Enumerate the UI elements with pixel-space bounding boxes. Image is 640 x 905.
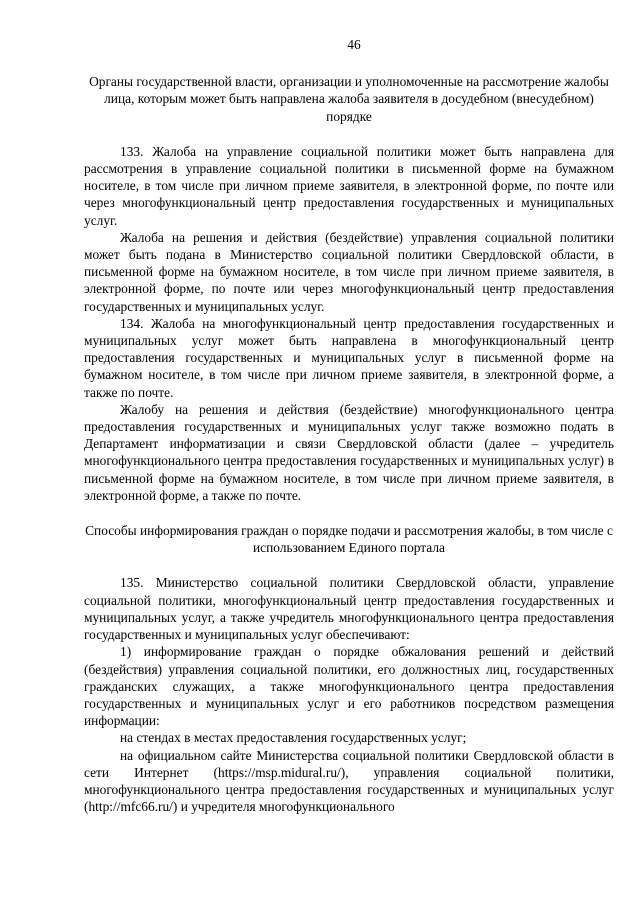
paragraph-135: 135. Министерство социальной политики Свердловской области, управление социальной политики, многофункциональный центр предоставления государственных и муниципальных услуг, а также учредитель многофункционального центра предоставления государственных и муниципальных услуг обеспечивают: xyxy=(84,575,614,643)
paragraph-134: 134. Жалоба на многофункциональный центр предоставления государственных и муниципальных услуг может быть направлена в многофункциональный центр предоставления государственных и муниципальных услуг в письменной форме на бумажном носителе, в том числе при личном приеме заявителя, в электронной форме, а также по почте. xyxy=(84,315,614,400)
section-body-complaint-bodies xyxy=(84,143,614,504)
paragraph-135-websites: на официальном сайте Министерства социальной политики Свердловской области в сети Интернет (https://msp.midural.ru/), управления социальной политики, многофункционального центра предоставления государственных и муниципальных услуг (http://mfc66.ru/) и учредителя многофункционального xyxy=(84,747,614,815)
section-body-informing-methods xyxy=(84,574,614,815)
paragraph-134-cont: Жалобу на решения и действия (бездействие) многофункционального центра предоставления государственных и муниципальных услуг также возможно подать в Департамент информатизации и связи Свердловской области (далее – учредитель многофункционального центра предоставления государственных и муниципальных услуг) в письменной форме на бумажном носителе, в том числе при личном приеме заявителя, в электронной форме, а также по почте. xyxy=(84,401,614,503)
page-number: 46 xyxy=(347,37,361,52)
paragraph-133: 133. Жалоба на управление социальной политики может быть направлена для рассмотрения в управление социальной политики в письменной форме на бумажном носителе, в том числе при личном приеме заявителя, в электронной форме, по почте или через многофункциональный центр предоставления государственных и муниципальных услуг. xyxy=(84,143,614,228)
section-heading-complaint-bodies: Органы государственной власти, организации и уполномоченные на рассмотрение жалобы лица, которым может быть направлена жалоба заявителя в досудебном (внесудебном) порядке xyxy=(89,74,609,124)
paragraph-135-item-1: 1) информирование граждан о порядке обжалования решений и действий (бездействия) управления социальной политики, его должностных лиц, государственных гражданских служащих, а также многофункционального центра предоставления государственных и муниципальных услуг и его работников посредством размещения информации: xyxy=(84,644,614,729)
paragraph-135-stands: на стендах в местах предоставления государственных услуг; xyxy=(120,730,467,746)
section-heading-informing-methods: Способы информирования граждан о порядке подачи и рассмотрения жалобы, в том числе с использованием Единого портала xyxy=(85,523,613,556)
paragraph-133-cont: Жалоба на решения и действия (бездействие) управления социальной политики может быть подана в Министерство социальной политики Свердловской области, в письменной форме на бумажном носителе, в том числе при личном приеме заявителя, в электронной форме, по почте или через многофункциональный центр предоставления государственных и муниципальных услуг. xyxy=(84,229,614,314)
